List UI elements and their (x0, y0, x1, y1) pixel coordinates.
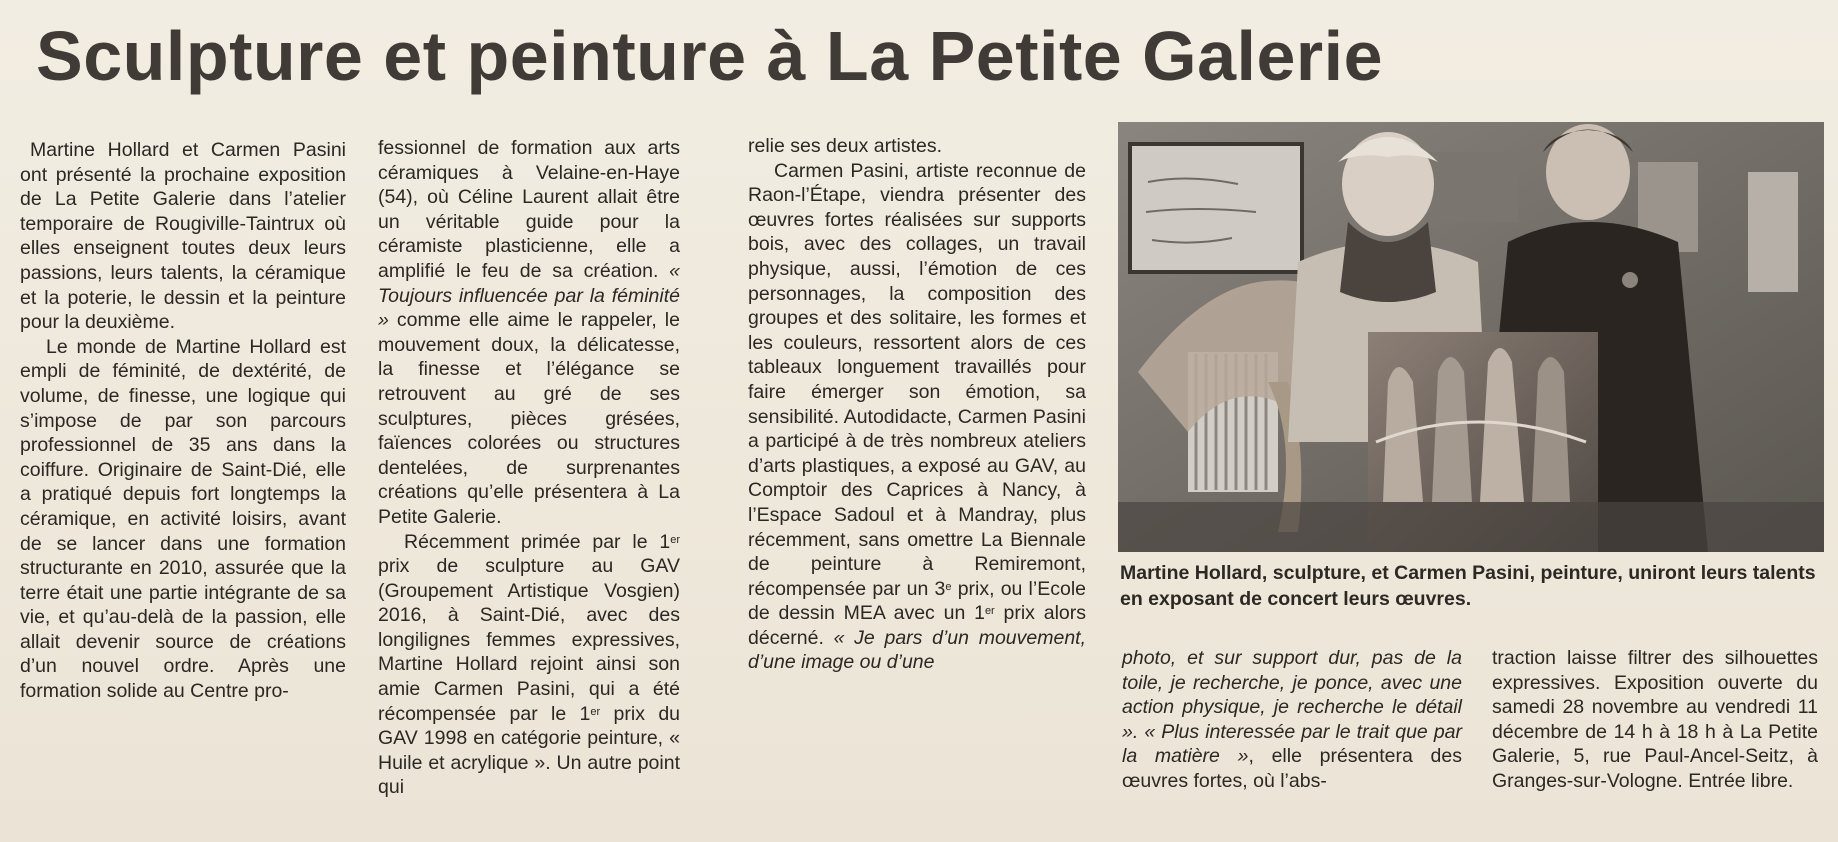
text-run: prix du GAV 1998 en catégorie peinture, « Huile et acrylique ». Un autre point qui (378, 702, 681, 799)
quote: photo, et sur support dur, pas de la toile, je recherche, je ponce, avec une action physique, je recherche le détail ». (1122, 647, 1462, 743)
ordinal: e (945, 580, 952, 593)
text-run: prix de sculpture au GAV (Groupement Artistique Vosgien) 2016, à Saint-Dié, avec des longilignes femmes expressives, Martine Hollard rejoint ainsi son amie Carmen Pasini, qui a été récompensée par le 1 (378, 555, 680, 725)
article-photo (1118, 122, 1824, 552)
article-column-5 (1492, 646, 1818, 794)
quote: « Toujours influencée par la féminité » (378, 259, 680, 332)
quote: « Plus interessée par le trait que par la matière » (1122, 720, 1463, 768)
article-column-2 (378, 136, 680, 800)
text-run: , elle présentera des œuvres fortes, où l’abs- (1122, 745, 1462, 792)
paragraph (378, 530, 680, 801)
paragraph: traction laisse filtrer des silhouettes expressives. Exposition ouverte du samedi 28 novembre au vendredi 11 décembre de 14 h à 18 h à La Petite Galerie, 5, rue Paul-Ancel-Seitz, à Granges-sur-Vologne. Entrée libre. (1492, 647, 1818, 792)
ordinal: er (984, 605, 995, 618)
paragraph: Le monde de Martine Hollard est empli de féminité, de dextérité, de volume, de finesse, une logique qui s’impose de par son parcours professionnel de 35 ans dans la coiffure. Originaire de Saint-Dié, elle a pratiqué depuis fort longtemps la céramique, en activité loisirs, avant de se lancer dans une formation structurante en 2010, assurée que la terre était une partie intégrante de sa vie, et qu’au-delà de la passion, elle allait devenir source de créations d’un nouvel ordre. Après une formation solide au Centre pro- (20, 335, 346, 703)
text-run: comme elle aime le rappeler, le mouvement doux, la délicatesse, la finesse et l’élégance se retrouvent au gré de ses sculptures, pièces grésées, faïences colorées ou structures dentelées, de surprenantes créations qu’elle présentera à La Petite Galerie. (378, 309, 680, 528)
article-column-1 (20, 138, 346, 704)
paragraph: relie ses deux artistes. (748, 135, 943, 157)
text-run: prix alors décerné. (748, 602, 1086, 649)
text-run: Récemment primée par le 1 (404, 530, 671, 553)
paragraph (748, 159, 1086, 675)
ordinal: er (670, 533, 680, 546)
paragraph (378, 136, 680, 530)
photo-caption: Martine Hollard, sculpture, et Carmen Pasini, peinture, uniront leurs talents en exposant de concert leurs œuvres. (1120, 562, 1816, 610)
paragraph: Martine Hollard et Carmen Pasini ont présenté la prochaine exposition de La Petite Galerie dans l’atelier temporaire de Rougiville-Taintrux où elles enseignent toutes deux leurs passions, leurs talents, la céramique et la poterie, le dessin et la peinture pour la deuxième. (20, 139, 346, 334)
photo-two-women-with-artwork (1118, 122, 1824, 552)
article-column-4 (1122, 646, 1462, 794)
article-column-3 (748, 134, 1086, 675)
text-run: prix, ou l’Ecole de dessin MEA avec un 1 (748, 577, 1086, 625)
ordinal: er (590, 705, 601, 718)
text-run: Carmen Pasini, artiste reconnue de Raon-l’Étape, viendra présenter des œuvres fortes réalisées sur supports bois, avec des collages, un travail physique, aussi, l’émotion de ces personnages, la composition des groupes et des solitaire, les formes et les couleurs, ressortent alors de ces tableaux longuement travaillés pour faire émerger son émotion, sa sensibilité. Autodidacte, Carmen Pasini a participé à de très nombreux ateliers d’arts plastiques, a exposé au GAV, au Comptoir des Caprices à Nancy, à l’Espace Sadoul et à Mandray, plus récemment, sans omettre La Biennale de peinture à Remiremont, récompensée par un 3 (748, 159, 1086, 600)
text-run: fessionnel de formation aux arts céramiques à Velaine-en-Haye (54), où Céline Laurent allait être un véritable guide pour la céramiste plasticienne, elle a amplifié le feu de sa création. (378, 137, 680, 282)
quote: « Je pars d’un mouvement, d’une image ou d’une (748, 626, 1086, 674)
headline: Sculpture et peinture à La Petite Galerie (36, 17, 1384, 95)
paragraph (1122, 646, 1462, 794)
